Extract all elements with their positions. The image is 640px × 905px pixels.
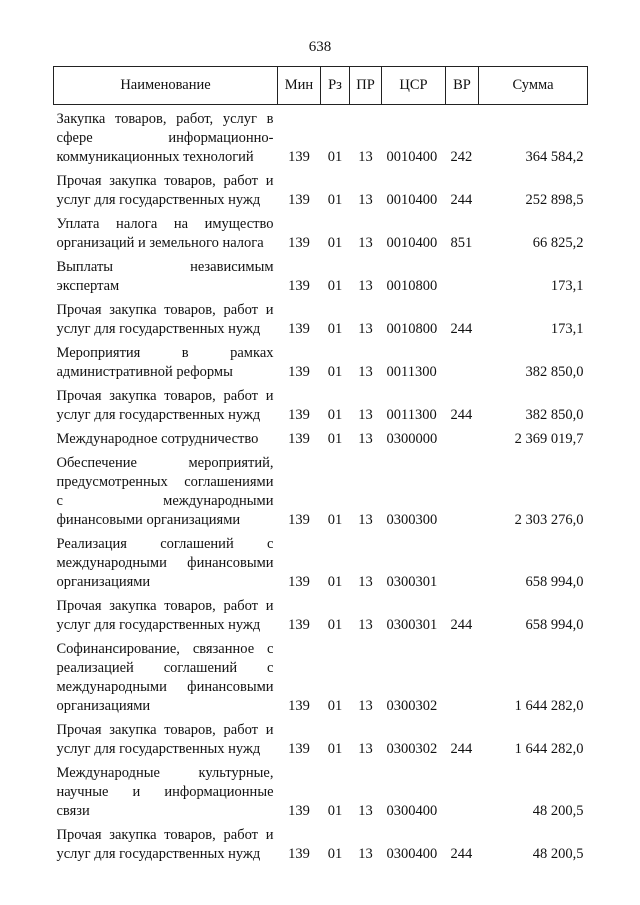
row-min: 139: [288, 321, 310, 337]
page-number: 638: [308, 39, 332, 55]
table-row: [54, 255, 588, 298]
row-sum: 658 994,0: [525, 574, 584, 590]
row-name-line: Прочая закупка товаров, работ и: [56, 598, 274, 614]
row-rz: 01: [327, 235, 343, 251]
row-name-line: международными финансовыми: [56, 555, 274, 571]
row-csr: 0300301: [386, 617, 438, 633]
row-rz: 01: [327, 617, 343, 633]
row-csr: 0300301: [386, 574, 438, 590]
row-sum: 66 825,2: [532, 235, 584, 251]
row-name: [54, 637, 278, 718]
table-body: [54, 105, 588, 867]
row-name-line: услуг для государственных нужд: [56, 617, 261, 633]
row-sum: 2 369 019,7: [514, 431, 584, 447]
row-vr: 244: [450, 741, 473, 757]
row-pr: 13: [358, 407, 373, 423]
row-min: 139: [288, 235, 310, 251]
row-rz: 01: [327, 321, 343, 337]
row-csr: 0010400: [386, 235, 438, 251]
row-name-line: Прочая закупка товаров, работ и: [56, 827, 274, 843]
row-name-line: Реализация соглашений с: [56, 536, 274, 552]
row-name-line: экспертам: [56, 278, 120, 294]
header-name: Наименование: [54, 67, 278, 105]
row-sum: 173,1: [550, 321, 584, 337]
row-name-line: организациями: [56, 698, 151, 714]
budget-table: [53, 66, 588, 866]
row-csr: 0300300: [386, 512, 438, 528]
row-min: 139: [288, 431, 310, 447]
row-min: 139: [288, 741, 310, 757]
row-vr: [446, 255, 479, 298]
row-sum: 1 644 282,0: [514, 741, 584, 757]
row-csr: 0011300: [386, 407, 437, 423]
row-min: 139: [288, 278, 310, 294]
table-row: [54, 823, 588, 866]
row-name: [54, 384, 278, 427]
row-csr: 0300302: [386, 741, 438, 757]
row-pr: 13: [358, 617, 373, 633]
row-pr: 13: [358, 803, 373, 819]
row-csr: 0010800: [386, 321, 438, 337]
row-rz: 01: [327, 512, 343, 528]
row-sum: 48 200,5: [532, 803, 584, 819]
row-name-line: Международные культурные,: [56, 765, 274, 781]
header-min: Мин: [278, 67, 321, 105]
row-name: [54, 341, 278, 384]
row-sum: 173,1: [550, 278, 584, 294]
row-pr: 13: [358, 278, 373, 294]
row-min: 139: [288, 698, 310, 714]
row-name-line: Прочая закупка товаров, работ и: [56, 388, 274, 404]
row-csr: 0010400: [386, 192, 438, 208]
row-vr: 242: [450, 149, 473, 165]
row-name-line: с международными: [56, 493, 274, 509]
row-name: [54, 594, 278, 637]
row-min: 139: [288, 364, 310, 380]
row-name-line: организаций и земельного налога: [56, 235, 264, 251]
row-name-line: Уплата налога на имущество: [56, 216, 274, 232]
row-min: 139: [288, 574, 310, 590]
row-name-line: Обеспечение мероприятий,: [56, 455, 274, 471]
row-name: [54, 718, 278, 761]
row-name-line: Мероприятия в рамках: [56, 345, 274, 361]
header-vr: ВР: [446, 67, 479, 105]
row-rz: 01: [327, 803, 343, 819]
table-row: [54, 105, 588, 170]
row-name-line: услуг для государственных нужд: [56, 192, 261, 208]
header-sum: Сумма: [479, 67, 588, 105]
row-name: [54, 255, 278, 298]
row-pr: 13: [358, 698, 373, 714]
table-row: [54, 718, 588, 761]
table-row: [54, 384, 588, 427]
row-min: 139: [288, 617, 310, 633]
row-vr: [446, 761, 479, 823]
row-vr: [446, 427, 479, 451]
row-pr: 13: [358, 235, 373, 251]
row-vr: [446, 451, 479, 532]
row-sum: 382 850,0: [525, 364, 584, 380]
row-name-line: Закупка товаров, работ, услуг в: [56, 111, 274, 127]
row-pr: 13: [358, 574, 373, 590]
row-rz: 01: [327, 278, 343, 294]
row-name: [54, 105, 278, 170]
row-name-line: связи: [56, 803, 90, 819]
row-name-line: административной реформы: [56, 364, 233, 380]
row-vr: [446, 532, 479, 594]
row-csr: 0300400: [386, 803, 438, 819]
row-name-line: научные и информационные: [56, 784, 274, 800]
header-pr: ПР: [350, 67, 382, 105]
row-sum: 1 644 282,0: [514, 698, 584, 714]
row-name: [54, 451, 278, 532]
row-pr: 13: [358, 846, 373, 862]
row-min: 139: [288, 803, 310, 819]
row-vr: 244: [450, 846, 473, 862]
row-vr: 244: [450, 192, 473, 208]
row-csr: 0300400: [386, 846, 438, 862]
row-csr: 0300000: [386, 431, 438, 447]
row-pr: 13: [358, 321, 373, 337]
row-csr: 0010800: [386, 278, 438, 294]
row-rz: 01: [327, 698, 343, 714]
row-sum: 252 898,5: [525, 192, 584, 208]
table-row: [54, 594, 588, 637]
row-min: 139: [288, 149, 310, 165]
table-row: [54, 169, 588, 212]
row-name-line: сфере информационно-: [56, 130, 274, 146]
row-pr: 13: [358, 431, 373, 447]
row-sum: 48 200,5: [532, 846, 584, 862]
row-vr: 851: [450, 235, 473, 251]
row-rz: 01: [327, 149, 343, 165]
table-row: [54, 427, 588, 451]
row-vr: [446, 341, 479, 384]
row-sum: 364 584,2: [525, 149, 584, 165]
row-pr: 13: [358, 741, 373, 757]
row-pr: 13: [358, 364, 373, 380]
row-csr: 0300302: [386, 698, 438, 714]
row-name-line: предусмотренных соглашениями: [56, 474, 274, 490]
row-pr: 13: [358, 149, 373, 165]
row-pr: 13: [358, 512, 373, 528]
row-csr: 0011300: [386, 364, 437, 380]
row-sum: 2 303 276,0: [514, 512, 584, 528]
row-sum: 382 850,0: [525, 407, 584, 423]
row-rz: 01: [327, 741, 343, 757]
table-row: [54, 532, 588, 594]
row-csr: 0010400: [386, 149, 438, 165]
row-rz: 01: [327, 574, 343, 590]
row-name-line: организациями: [56, 574, 151, 590]
row-name-line: Прочая закупка товаров, работ и: [56, 722, 274, 738]
row-name-line: услуг для государственных нужд: [56, 407, 261, 423]
table-row: [54, 637, 588, 718]
table-row: [54, 212, 588, 255]
row-rz: 01: [327, 407, 343, 423]
row-name-line: услуг для государственных нужд: [56, 846, 261, 862]
table-row: [54, 341, 588, 384]
row-vr: 244: [450, 617, 473, 633]
row-pr: 13: [358, 192, 373, 208]
row-name: [54, 761, 278, 823]
row-name-line: Прочая закупка товаров, работ и: [56, 173, 274, 189]
row-vr: 244: [450, 321, 473, 337]
row-name-line: реализацией соглашений с: [56, 660, 274, 676]
row-rz: 01: [327, 431, 343, 447]
row-name-line: международными финансовыми: [56, 679, 274, 695]
row-min: 139: [288, 192, 310, 208]
row-min: 139: [288, 407, 310, 423]
row-name: [54, 169, 278, 212]
row-name-line: Выплаты независимым: [56, 259, 274, 275]
row-name-line: коммуникационных технологий: [56, 149, 254, 165]
row-name: [54, 427, 278, 451]
row-min: 139: [288, 846, 310, 862]
header-rz: Рз: [321, 67, 350, 105]
table-header-row: [54, 67, 588, 105]
row-min: 139: [288, 512, 310, 528]
row-name: [54, 823, 278, 866]
row-rz: 01: [327, 364, 343, 380]
row-sum: 658 994,0: [525, 617, 584, 633]
table-row: [54, 298, 588, 341]
table-row: [54, 761, 588, 823]
row-rz: 01: [327, 192, 343, 208]
row-name-line: услуг для государственных нужд: [56, 741, 261, 757]
row-vr: 244: [450, 407, 473, 423]
header-csr: ЦСР: [382, 67, 446, 105]
row-name-line: услуг для государственных нужд: [56, 321, 261, 337]
row-name-line: Софинансирование, связанное с: [56, 641, 274, 657]
row-rz: 01: [327, 846, 343, 862]
row-name: [54, 532, 278, 594]
row-vr: [446, 637, 479, 718]
table-row: [54, 451, 588, 532]
row-name: [54, 298, 278, 341]
row-name-line: финансовыми организациями: [56, 512, 241, 528]
row-name-line: Прочая закупка товаров, работ и: [56, 302, 274, 318]
row-name-line: Международное сотрудничество: [56, 431, 259, 447]
row-name: [54, 212, 278, 255]
